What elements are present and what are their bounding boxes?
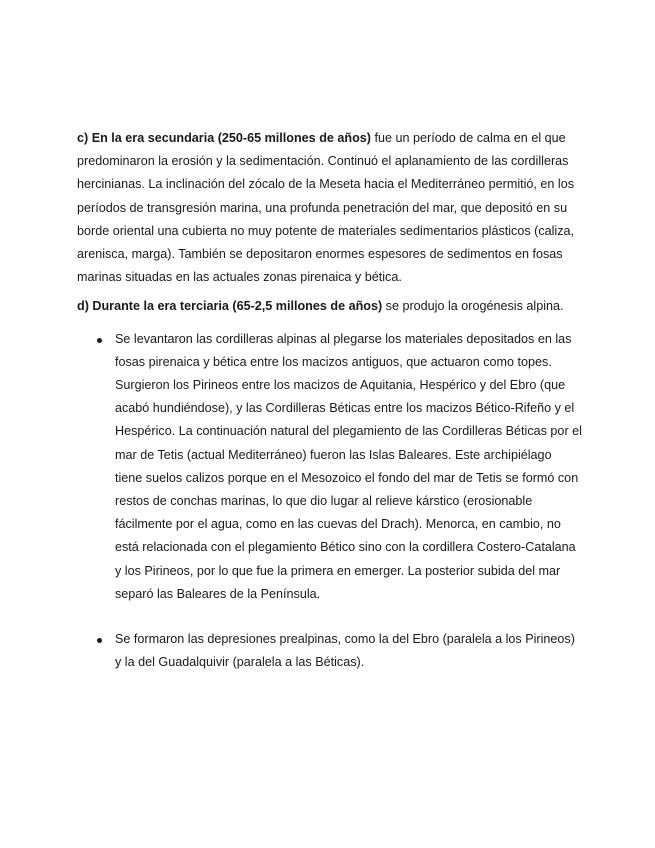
paragraph-body: fue un período de calma en el que predominaron la erosión y la sedimentación. Continuó el aplanamiento de las cordilleras hercinianas. La inclinación del zócalo de la Meseta hacia el Mediterráneo permitió, en los períodos de transgresión marina, una profunda penetración del mar, que depositó en su borde oriental una cubierta no muy potente de materiales sedimentarios plásticos (caliza, arenisca, marga). También se depositaron enormes espesores de sedimentos en fosas marinas situadas en las actuales zonas pirenaica y bética. (77, 131, 575, 285)
list-item-text: Se formaron las depresiones prealpinas, como la del Ebro (paralela a los Pirineos) y la del Guadalquivir (paralela a las Béticas). (115, 632, 575, 670)
document-content (77, 127, 582, 674)
paragraph-body: se produjo la orogénesis alpina. (382, 299, 564, 314)
list-item (77, 628, 582, 674)
bullet-icon (97, 638, 102, 643)
bullet-list (77, 328, 582, 675)
paragraph-era-terciaria (77, 295, 582, 318)
paragraph-heading: d) Durante la era terciaria (65-2,5 millones de años) (77, 299, 383, 314)
list-item (77, 328, 582, 606)
bullet-icon (97, 338, 102, 343)
list-item-text: Se levantaron las cordilleras alpinas al plegarse los materiales depositados en las fosas pirenaica y bética entre los macizos antiguos, que actuaron como topes. Surgieron los Pirineos entre los macizos de Aquitania, Hespérico y del Ebro (que acabó hundiéndose), y las Cordilleras Béticas entre los macizos Bético-Rifeño y el Hespérico. La continuación natural del plegamiento de las Cordilleras Béticas por el mar de Tetis (actual Mediterráneo) fueron las Islas Baleares. Este archipiélago tiene suelos calizos porque en el Mesozoico el fondo del mar de Tetis se formó con restos de conchas marinas, lo que dio lugar al relieve kárstico (erosionable fácilmente por el agua, como en las cuevas del Drach). Menorca, en cambio, no está relacionada con el plegamiento Bético sino con la cordillera Costero-Catalana y los Pirineos, por lo que fue la primera en emerger. La posterior subida del mar separó las Baleares de la Península. (115, 331, 582, 601)
paragraph-era-secundaria (77, 127, 582, 289)
paragraph-heading: c) En la era secundaria (250-65 millones de años) (77, 131, 371, 145)
